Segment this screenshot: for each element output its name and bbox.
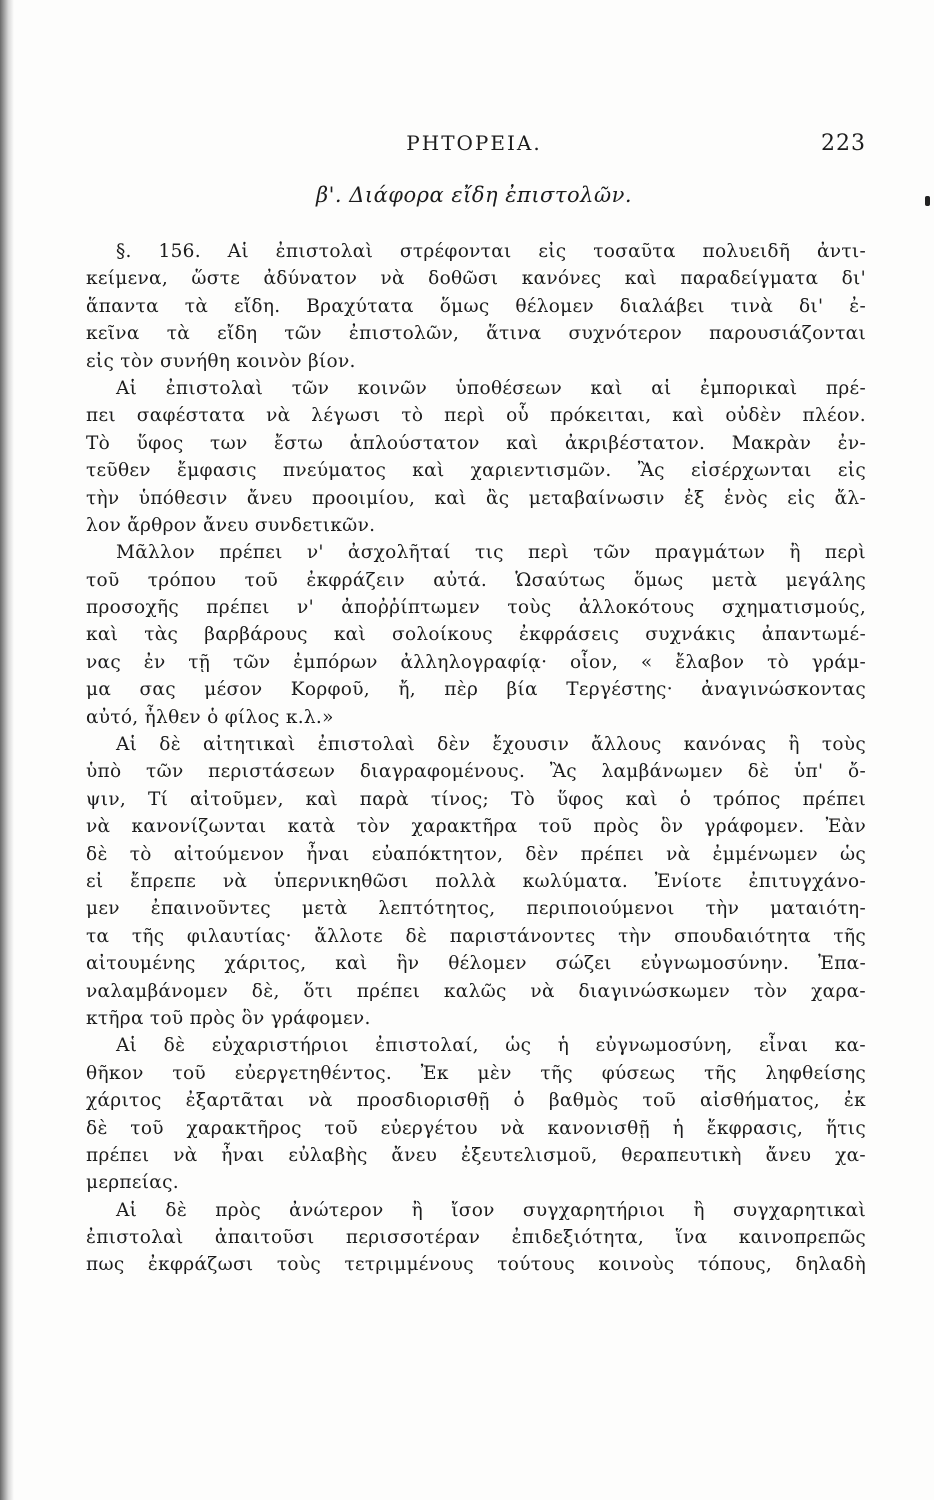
text-line: κεῖνα τὰ εἴδη τῶν ἐπιστολῶν, ἅτινα συχνότερον παρουσιάζονται <box>86 323 866 345</box>
text-line: μεν ἐπαινοῦντες μετὰ λεπτότητος, περιποιούμενοι τὴν ματαιότη- <box>86 898 866 920</box>
text-line: Αἱ δὲ εὐχαριστήριοι ἐπιστολαί, ὡς ἡ εὐγνωμοσύνη, εἶναι κα- <box>116 1035 866 1057</box>
text-line: θῆκον τοῦ εὐεργετηθέντος. Ἐκ μὲν τῆς φύσεως τῆς ληφθείσης <box>86 1062 866 1084</box>
text-line: ἐπιστολαὶ ἀπαιτοῦσι περισσοτέραν ἐπιδεξιότητα, ἵνα καινοπρεπῶς <box>86 1227 866 1249</box>
running-title: ΡΗΤΟΡΕΙΑ. <box>406 131 542 155</box>
text-line: προσοχῆς πρέπει ν' ἀποῤῥίπτωμεν τοὺς ἀλλοκότους σχηματισμούς, <box>86 597 866 619</box>
text-line: μα σας μέσον Κορφοῦ, ἤ, πὲρ βία Τεργέστης· ἀναγινώσκοντας <box>86 679 866 701</box>
text-line: Αἱ δὲ αἰτητικαὶ ἐπιστολαὶ δὲν ἔχουσιν ἄλλους κανόνας ἢ τοὺς <box>116 734 866 756</box>
text-line: πως ἐκφράζωσι τοὺς τετριμμένους τούτους κοινοὺς τόπους, δηλαδὴ <box>86 1254 866 1276</box>
text-line: Μᾶλλον πρέπει ν' ἀσχολῆταί τις περὶ τῶν πραγμάτων ἢ περὶ <box>116 542 866 564</box>
text-line: ψιν, Τί αἰτοῦμεν, καὶ παρὰ τίνος; Τὸ ὕφος καὶ ὁ τρόπος πρέπει <box>86 788 866 810</box>
text-line: Τὸ ὕφος των ἔστω ἁπλούστατον καὶ ἀκριβέστατον. Μακρὰν ἐν- <box>86 432 866 454</box>
text-line: νὰ κανονίζωνται κατὰ τὸν χαρακτῆρα τοῦ πρὸς ὃν γράφομεν. Ἐὰν <box>86 816 866 838</box>
body-text <box>86 238 866 1279</box>
text-line: ἅπαντα τὰ εἴδη. Βραχύτατα ὅμως θέλομεν διαλάβει τινὰ δι' ἐ- <box>86 295 866 317</box>
text-line: τα τῆς φιλαυτίας· ἄλλοτε δὲ παριστάνοντες τὴν σπουδαιότητα τῆς <box>86 925 866 947</box>
margin-mark <box>925 196 930 206</box>
text-line: νας ἐν τῇ τῶν ἐμπόρων ἀλληλογραφίᾳ· οἷον, « ἔλαβον τὸ γράμ- <box>86 651 866 673</box>
text-line: λον ἄρθρον ἄνευ συνδετικῶν. <box>86 514 376 536</box>
text-line: εἰ ἔπρεπε νὰ ὑπερνικηθῶσι πολλὰ κωλύματα. Ἐνίοτε ἐπιτυγχάνο- <box>86 870 866 892</box>
text-line: μερπείας. <box>86 1172 179 1194</box>
text-line: τοῦ τρόπου τοῦ ἐκφράζειν αὐτά. Ὡσαύτως ὅμως μετὰ μεγάλης <box>86 569 866 591</box>
text-line: ὑπὸ τῶν περιστάσεων διαγραφομένους. Ἂς λαμβάνωμεν δὲ ὑπ' ὄ- <box>86 761 866 783</box>
text-line: εἰς τὸν συνήθη κοινὸν βίον. <box>86 350 356 372</box>
text-line: τὴν ὑπόθεσιν ἄνευ προοιμίου, καὶ ἂς μεταβαίνωσιν ἐξ ἑνὸς εἰς ἄλ- <box>86 487 866 509</box>
text-line: §. 156. Αἱ ἐπιστολαὶ στρέφονται εἰς τοσαῦτα πολυειδῆ ἀντι- <box>116 241 866 262</box>
page-number: 223 <box>821 131 866 156</box>
text-line: Αἱ ἐπιστολαὶ τῶν κοινῶν ὑποθέσεων καὶ αἱ ἐμπορικαὶ πρέ- <box>116 377 866 399</box>
text-line: καὶ τὰς βαρβάρους καὶ σολοίκους ἐκφράσεις συχνάκις ἀπαντωμέ- <box>86 624 866 646</box>
running-header <box>84 131 864 161</box>
text-line: πρέπει νὰ ἦναι εὐλαβὴς ἄνευ ἐξευτελισμοῦ, θεραπευτικὴ ἄνευ χα- <box>86 1144 866 1166</box>
text-line: Αἱ δὲ πρὸς ἀνώτερον ἢ ἴσον συγχαρητήριοι ἢ συγχαρητικαὶ <box>116 1199 866 1221</box>
text-line: δὲ τὸ αἰτούμενον ἦναι εὐαπόκτητον, δὲν πρέπει νὰ ἐμμένωμεν ὡς <box>86 843 866 865</box>
text-line: αἰτουμένης χάριτος, καὶ ἣν θέλομεν σώζει εὐγνωμοσύνην. Ἐπα- <box>86 953 866 975</box>
section-title: β'. Διάφορα εἴδη ἐπιστολῶν. <box>315 183 633 207</box>
text-line: δὲ τοῦ χαρακτῆρος τοῦ εὐεργέτου νὰ κανονισθῇ ἡ ἔκφρασις, ἥτις <box>86 1117 866 1139</box>
text-line: κείμενα, ὥστε ἀδύνατον νὰ δοθῶσι κανόνες καὶ παραδείγματα δι' <box>86 268 866 290</box>
text-line: τεῦθεν ἔμφασις πνεύματος καὶ χαριεντισμῶν. Ἂς εἰσέρχωνται εἰς <box>86 460 866 482</box>
page-edge-shadow <box>0 0 14 1500</box>
text-line: κτῆρα τοῦ πρὸς ὃν γράφομεν. <box>86 1007 371 1029</box>
text-line: ναλαμβάνομεν δὲ, ὅτι πρέπει καλῶς νὰ διαγινώσκωμεν τὸν χαρα- <box>86 980 866 1002</box>
text-line: χάριτος ἐξαρτᾶται νὰ προσδιορισθῇ ὁ βαθμὸς τοῦ αἰσθήματος, ἐκ <box>86 1090 866 1112</box>
text-line: αὐτό, ἦλθεν ὁ φίλος κ.λ.» <box>86 706 334 728</box>
text-line: πει σαφέστατα νὰ λέγωσι τὸ περὶ οὗ πρόκειται, καὶ οὐδὲν πλέον. <box>86 405 866 427</box>
